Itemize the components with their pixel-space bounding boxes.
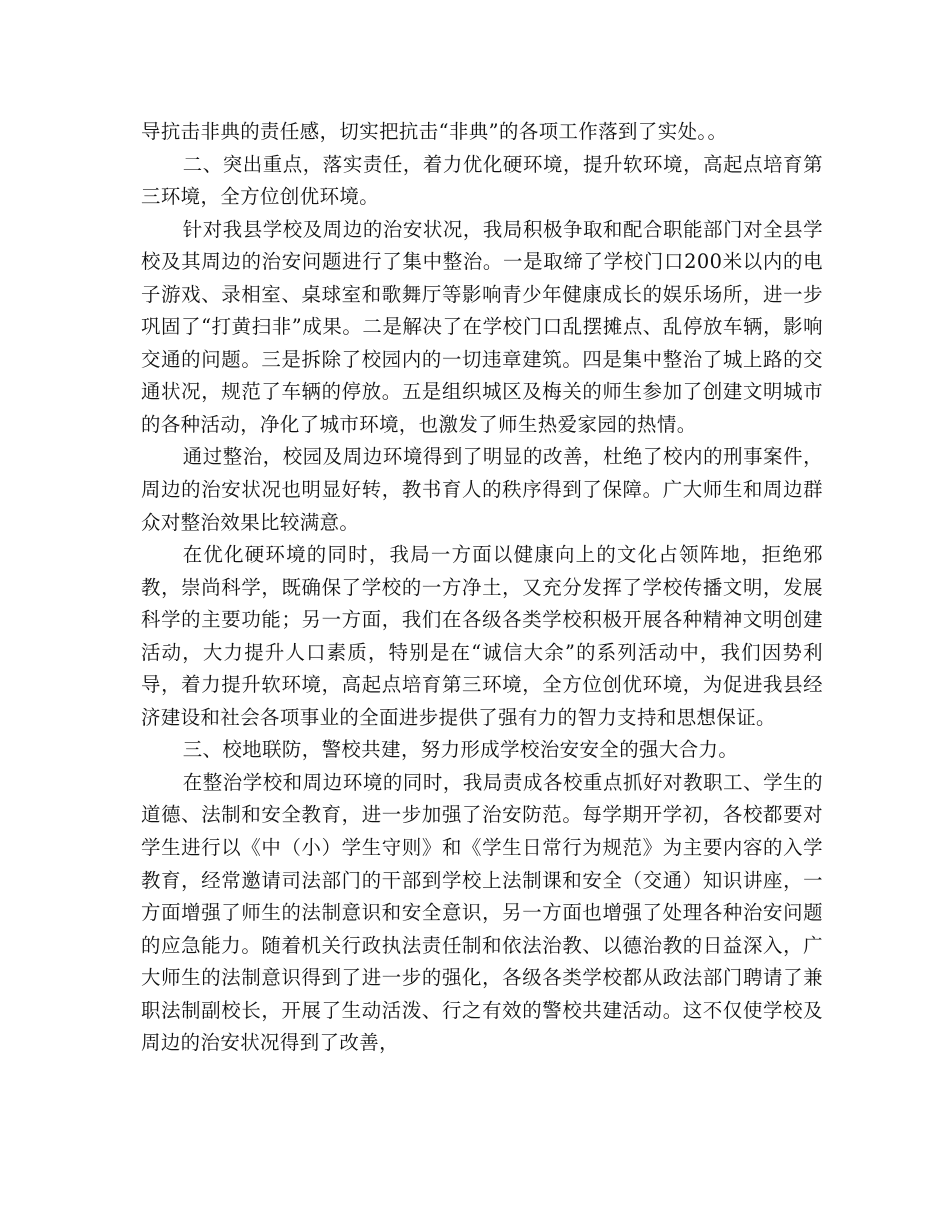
paragraph-rectification-measures: 针对我县学校及周边的治安状况，我局积极争取和配合职能部门对全县学校及其周边的治安问题进行了集中整治。一是取缔了学校门口200米以内的电子游戏、录相室、桌球室和歌舞厅等影响青少年健康成长的娱乐场所，进一步巩固了“打黄扫非”成果。二是解决了在学校门口乱摆摊点、乱停放车辆，影响交通的问题。三是拆除了校园内的一切违章建筑。四是集中整治了城上路的交通状况，规范了车辆的停放。五是组织城区及梅关的师生参加了创建文明城市的各种活动，净化了城市环境，也激发了师生热爱家园的热情。 (141, 217, 823, 436)
section-heading-three: 三、校地联防，警校共建，努力形成学校治安安全的强大合力。 (182, 738, 739, 762)
section-heading-two: 二、突出重点，落实责任，着力优化硬环境，提升软环境，高起点培育第三环境，全方位创优环境。 (141, 152, 823, 209)
paragraph-police-school-cooperation: 在整治学校和周边环境的同时，我局责成各校重点抓好对教职工、学生的道德、法制和安全教育，进一步加强了治安防范。每学期开学初，各校都要对学生进行以《中（小）学生守则》和《学生日常行为规范》为主要内容的入学教育，经常邀请司法部门的干部到学校上法制课和安全（交通）知识讲座，一方面增强了师生的法制意识和安全意识，另一方面也增强了处理各种治安问题的应急能力。随着机关行政执法责任制和依法治教、以德治教的日益深入，广大师生的法制意识得到了进一步的强化，各级各类学校都从政法部门聘请了兼职法制副校长，开展了生动活泼、行之有效的警校共建活动。这不仅使学校及周边的治安状况得到了改善， (141, 770, 823, 1055)
paragraph-rectification-results: 通过整治，校园及周边环境得到了明显的改善，杜绝了校内的刑事案件，周边的治安状况也明显好转，教书育人的秩序得到了保障。广大师生和周边群众对整治效果比较满意。 (141, 445, 823, 534)
paragraph-continuation: 导抗击非典的责任感，切实把抗击“非典”的各项工作落到了实处。。 (141, 120, 728, 143)
paragraph-soft-environment: 在优化硬环境的同时，我局一方面以健康向上的文化占领阵地，拒绝邪教，崇尚科学，既确保了学校的一方净土，又充分发挥了学校传播文明，发展科学的主要功能；另一方面，我们在各级各类学校积极开展各种精神文明创建活动，大力提升人口素质，特别是在“诚信大余”的系列活动中，我们因势利导，着力提升软环境，高起点培育第三环境，全方位创优环境，为促进我县经济建设和社会各项事业的全面进步提供了强有力的智力支持和思想保证。 (141, 543, 823, 729)
document-body (141, 116, 823, 1060)
